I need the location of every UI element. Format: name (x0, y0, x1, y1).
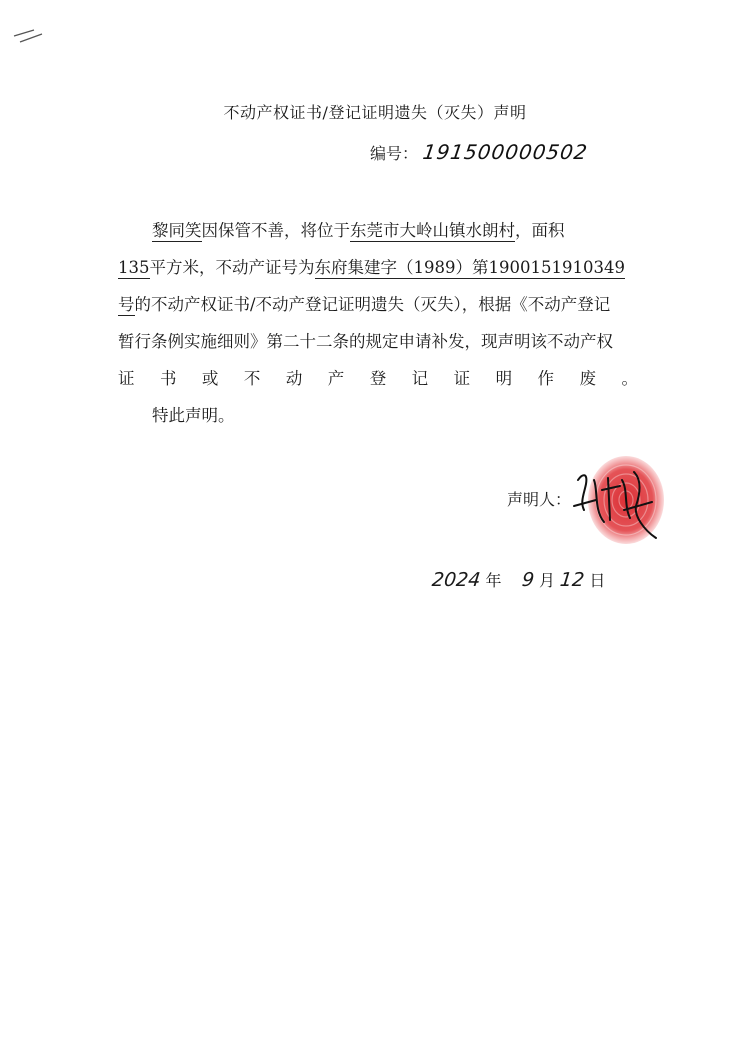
body-char: 证 (453, 369, 471, 388)
signature-with-fingerprint (564, 450, 674, 560)
body-char: 不 (243, 369, 261, 388)
property-area: 135 (118, 258, 150, 277)
body-char: 。 (621, 369, 638, 388)
body-char: 登 (369, 369, 387, 388)
declaration-body (118, 212, 638, 434)
body-char: 废 (579, 369, 596, 388)
body-line-6 (118, 397, 638, 434)
body-text-5: 暂行条例实施细则》第二十二条的规定申请补发，现声明该不动产权 (118, 332, 613, 351)
body-text-4: 的不动产权证书/不动产登记证明遗失（灭失），根据《不动产登记 (134, 295, 611, 314)
body-line-4 (118, 323, 638, 360)
closing-text: 特此声明。 (152, 406, 235, 425)
declarant-label: 声明人： (507, 490, 572, 509)
body-text-2: ，面积 (515, 221, 565, 240)
serial-label: 编号： (370, 144, 419, 163)
month-handwritten: 9 (520, 569, 536, 591)
document-title: 不动产权证书/登记证明遗失（灭失）声明 (223, 103, 527, 122)
body-line-3 (118, 286, 638, 323)
body-char: 作 (537, 369, 555, 388)
serial-value: 191500000502 (421, 140, 590, 164)
body-text-3: 平方米，不动产证号为 (149, 258, 315, 277)
body-char: 或 (201, 369, 219, 388)
body-line-2 (118, 249, 638, 286)
certificate-prefix: 东府集建字（1989）第 (314, 258, 489, 277)
day-label: 日 (589, 571, 606, 590)
certificate-number: 1900151910349 (488, 258, 625, 277)
body-line-1 (118, 212, 638, 249)
serial-number (370, 140, 588, 164)
day-handwritten: 12 (558, 569, 586, 591)
property-location: 东莞市大岭山镇水朗村 (350, 221, 515, 240)
body-char: 书 (159, 369, 177, 388)
year-handwritten: 2024 (430, 569, 482, 591)
body-text-1: 因保管不善，将位于 (201, 221, 350, 240)
year-label: 年 (485, 571, 502, 590)
body-char: 明 (495, 369, 513, 388)
scan-mark (12, 22, 52, 46)
body-char: 产 (327, 369, 345, 388)
body-line-5 (118, 360, 638, 397)
declaration-date (432, 568, 605, 591)
body-char: 记 (411, 369, 429, 388)
certificate-suffix: 号 (118, 295, 135, 314)
body-char: 证 (118, 369, 135, 388)
declarant-name: 黎同笑 (152, 221, 202, 240)
body-char: 动 (285, 369, 303, 388)
month-label: 月 (539, 571, 556, 590)
